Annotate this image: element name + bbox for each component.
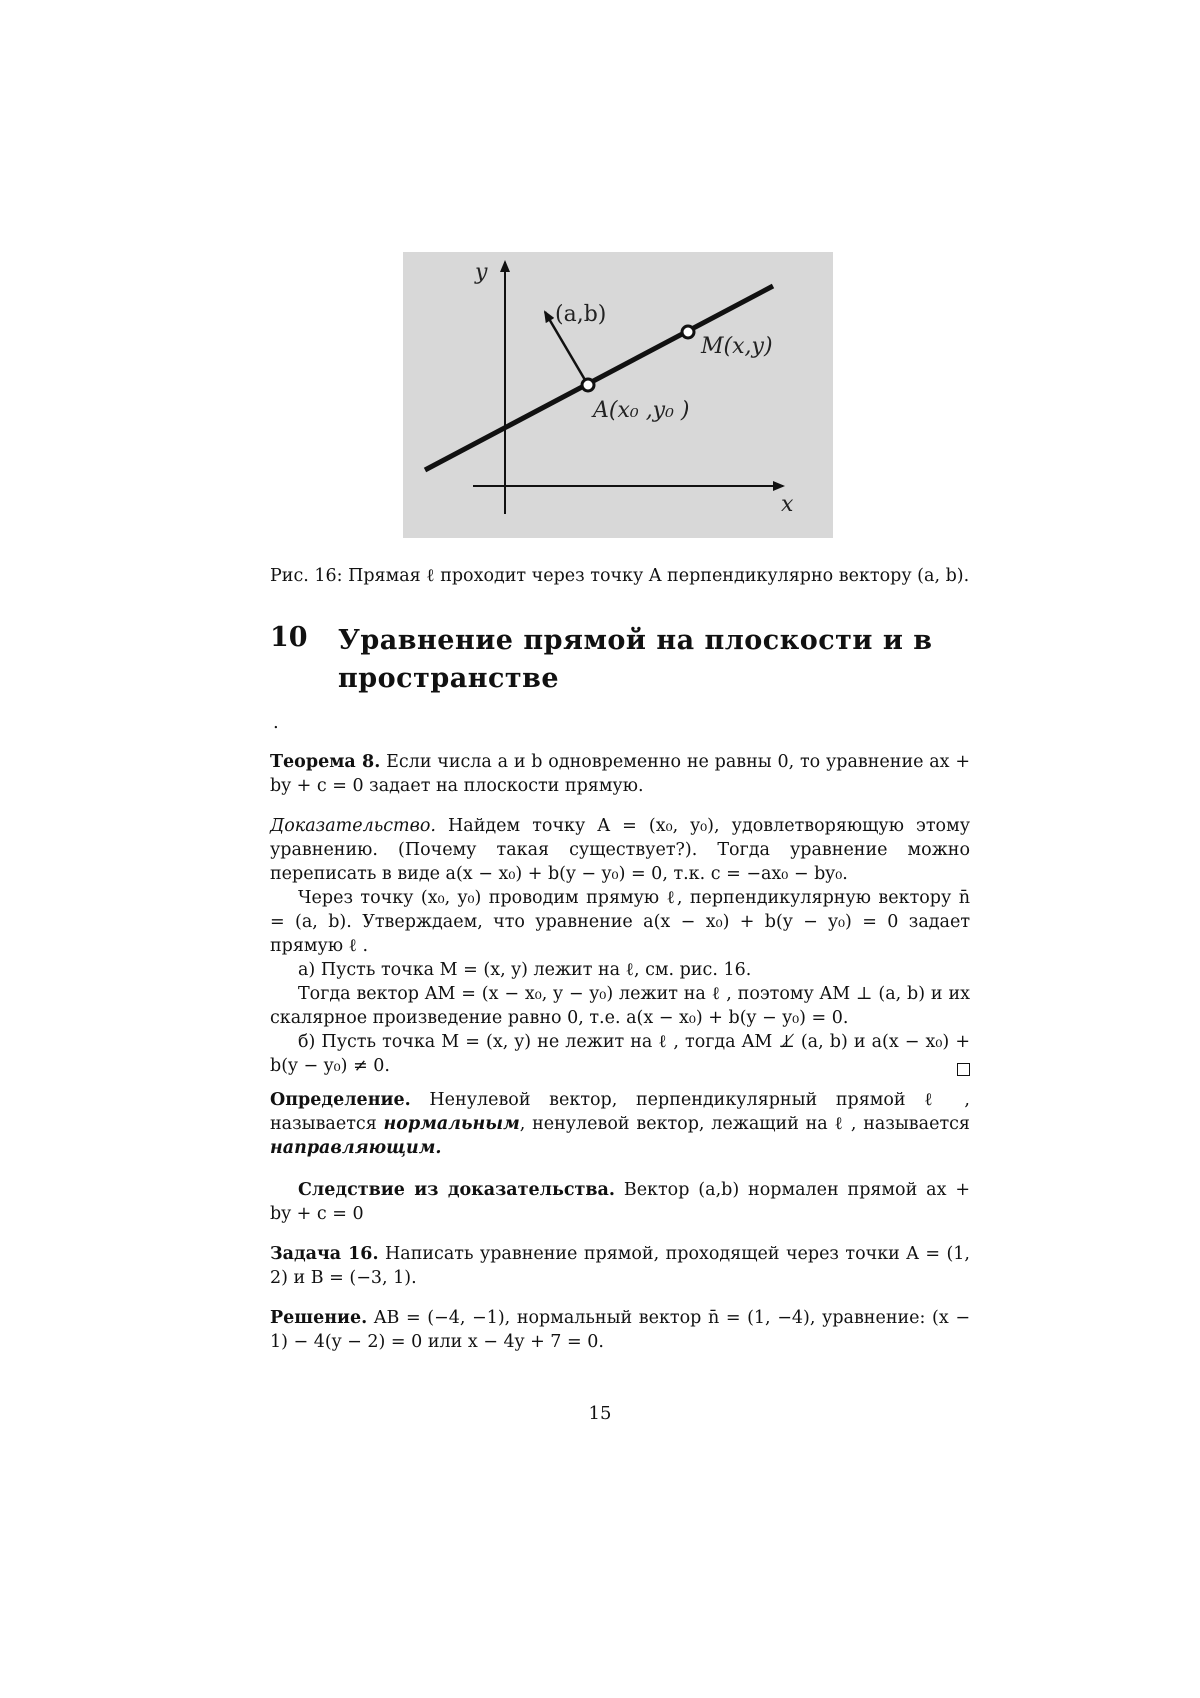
- figure-caption: Рис. 16: Прямая ℓ проходит через точку A перпендикулярно вектору (a, b).: [270, 565, 970, 586]
- proof-paragraph-3: а) Пусть точка M = (x, y) лежит на ℓ, см. рис. 16.: [270, 958, 970, 982]
- problem-16: [270, 1242, 970, 1290]
- definition-text-1: Ненулевой вектор, перпендикулярный прямой ℓ , называется: [270, 1090, 970, 1134]
- problem-label: Задача 16.: [270, 1244, 379, 1264]
- point-m-label: M(x,y): [701, 334, 773, 359]
- solution-label: Решение.: [270, 1308, 367, 1328]
- solution: [270, 1306, 970, 1354]
- problem-text: Написать уравнение прямой, проходящей через точки A = (1, 2) и B = (−3, 1).: [270, 1244, 970, 1288]
- theorem-8: [270, 750, 970, 798]
- corollary-text: Вектор (a,b) нормален прямой ax + by + c = 0: [270, 1180, 970, 1224]
- proof-paragraph-5: [270, 1030, 970, 1078]
- proof-paragraph-1: Найдем точку A = (x₀, y₀), удовлетворяющую этому уравнению. (Почему такая существует?). Тогда уравнение можно переписать в виде a(x − x₀) + b(y − y₀) = 0, т.к. c = −ax₀ − by₀.: [270, 816, 970, 884]
- theorem-label: Теорема 8.: [270, 752, 380, 772]
- corollary: [270, 1178, 970, 1226]
- y-axis-label: y: [475, 260, 487, 285]
- point-a-label: A(x₀ ,y₀ ): [593, 398, 690, 423]
- stray-dot: .: [273, 712, 279, 733]
- proof: [270, 814, 970, 1078]
- qed-square-icon: [957, 1063, 970, 1076]
- section-number: 10: [270, 622, 308, 653]
- point-m: [682, 326, 694, 338]
- definition-term-normal: нормальным: [384, 1114, 520, 1134]
- definition-label: Определение.: [270, 1090, 411, 1110]
- definition-term-direction: направляющим.: [270, 1138, 441, 1158]
- line-diagram: [403, 252, 833, 538]
- proof-paragraph-5-text: б) Пусть точка M = (x, y) не лежит на ℓ , тогда AM ⊥̸ (a, b) и a(x − x₀) + b(y − y₀) ≠ 0.: [270, 1032, 970, 1076]
- solution-text: AB = (−4, −1), нормальный вектор n̄ = (1, −4), уравнение: (x − 1) − 4(y − 2) = 0 или x − 4y + 7 = 0.: [270, 1308, 970, 1352]
- proof-label: Доказательство.: [270, 816, 436, 836]
- corollary-label: Следствие из доказательства.: [298, 1180, 615, 1200]
- definition-text-2: , ненулевой вектор, лежащий на ℓ , называется: [520, 1114, 970, 1134]
- point-a: [582, 379, 594, 391]
- page-number: 15: [0, 1403, 1200, 1424]
- theorem-text: Если числа a и b одновременно не равны 0, то уравнение ax + by + c = 0 задает на плоскости прямую.: [270, 752, 970, 796]
- figure-16: [403, 252, 833, 538]
- x-axis-label: x: [781, 492, 793, 517]
- section-title: Уравнение прямой на плоскости и в пространстве: [338, 622, 970, 698]
- vector-label: (a,b): [555, 302, 606, 327]
- proof-paragraph-4: Тогда вектор AM = (x − x₀, y − y₀) лежит на ℓ , поэтому AM ⊥ (a, b) и их скалярное произведение равно 0, т.е. a(x − x₀) + b(y − y₀) = 0.: [270, 982, 970, 1030]
- page: [0, 0, 1200, 1698]
- definition: [270, 1088, 970, 1160]
- proof-paragraph-2: Через точку (x₀, y₀) проводим прямую ℓ, перпендикулярную вектору n̄ = (a, b). Утверждаем, что уравнение a(x − x₀) + b(y − y₀) = 0 задает прямую ℓ .: [270, 886, 970, 958]
